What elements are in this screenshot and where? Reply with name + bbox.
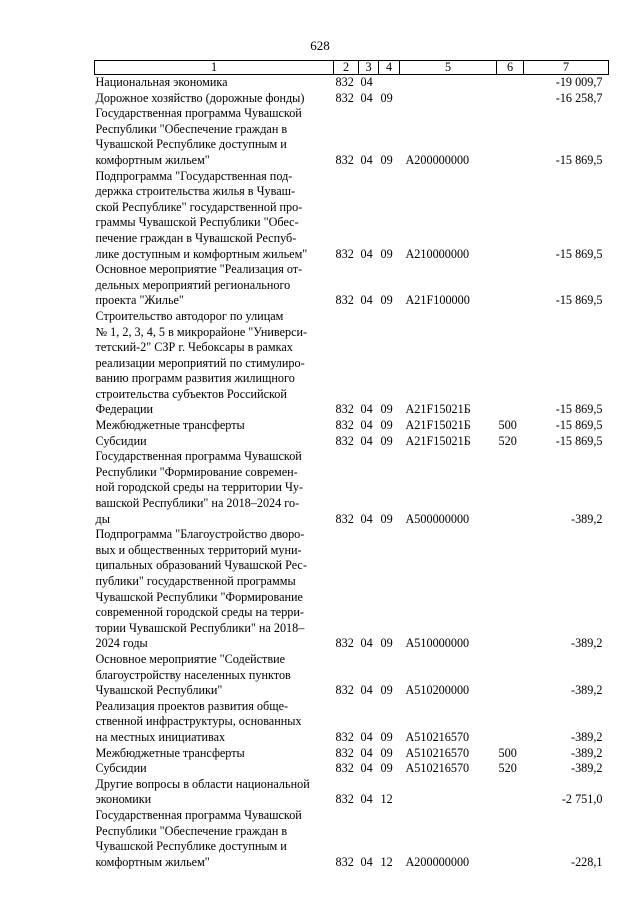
item-name-cell xyxy=(95,309,334,418)
item-name-cell xyxy=(95,527,334,652)
subsection-cell: 12 xyxy=(380,854,393,869)
item-name-text: Подпрограмма "Государственная под- держка строительства жилья в Чуваш- ской Республике" государственной про- граммы Чувашской Республики "Обес- печение граждан в Чувашской Респуб- лике доступным и комфортным жильем" xyxy=(95,168,308,261)
amount-cell: -228,1 xyxy=(571,854,603,869)
item-name-text: Межбюджетные трансферты xyxy=(95,418,245,433)
section-cell: 04 xyxy=(360,854,373,869)
item-name-text: Дорожное хозяйство (дорожные фонды) xyxy=(95,90,305,105)
amount-cell: -389,2 xyxy=(571,729,603,744)
target-article-cell: А510216570 xyxy=(405,761,470,776)
expense-type-cell xyxy=(497,449,524,527)
admin-code-cell: 832 xyxy=(335,761,354,776)
table-row xyxy=(95,527,609,652)
amount-cell: -389,2 xyxy=(571,761,603,776)
item-name-text: Основное мероприятие "Содействие благоустройству населенных пунктов Чувашской Республики" xyxy=(95,651,291,698)
admin-code-cell: 832 xyxy=(335,854,354,869)
amount-cell: -16 258,7 xyxy=(555,90,603,105)
table-row xyxy=(95,91,609,107)
expense-type-cell: 500 xyxy=(498,418,517,433)
admin-code-cell: 832 xyxy=(335,152,354,167)
item-name-cell xyxy=(95,777,334,808)
section-cell: 04 xyxy=(360,511,373,526)
section-cell: 04 xyxy=(360,75,373,89)
item-name-text: Национальная экономика xyxy=(95,75,228,89)
table-row xyxy=(95,652,609,699)
amount-cell: -19 009,7 xyxy=(555,75,603,89)
target-article-cell: А510200000 xyxy=(405,683,470,698)
section-cell: 04 xyxy=(360,761,373,776)
amount-cell: -389,2 xyxy=(571,511,603,526)
admin-code-cell: 832 xyxy=(335,729,354,744)
expense-type-cell: 520 xyxy=(498,761,517,776)
section-cell: 04 xyxy=(360,402,373,417)
admin-code-cell: 832 xyxy=(335,511,354,526)
subsection-cell xyxy=(379,75,400,91)
amount-cell: -15 869,5 xyxy=(555,402,603,417)
target-article-cell: А21F15021Б xyxy=(405,402,471,417)
amount-cell: -2 751,0 xyxy=(561,792,603,807)
expense-type-cell xyxy=(497,309,524,418)
expense-type-cell xyxy=(497,699,524,746)
item-name-cell xyxy=(95,434,334,450)
item-name-text: Субсидии xyxy=(95,761,147,776)
item-name-text: Другие вопросы в области национальной экономики xyxy=(95,776,310,807)
amount-cell: -389,2 xyxy=(571,636,603,651)
admin-code-cell: 832 xyxy=(335,792,354,807)
subsection-cell: 09 xyxy=(380,246,393,261)
target-article-cell: А21F100000 xyxy=(405,293,470,308)
admin-code-cell: 832 xyxy=(335,246,354,261)
header-col-5: 5 xyxy=(400,61,497,75)
target-article-cell: А510216570 xyxy=(405,745,470,760)
section-cell: 04 xyxy=(360,792,373,807)
table-row xyxy=(95,761,609,777)
item-name-cell xyxy=(95,761,334,777)
target-article-cell: А210000000 xyxy=(405,246,470,261)
header-col-2: 2 xyxy=(334,61,359,75)
target-article-cell: А510216570 xyxy=(405,729,470,744)
subsection-cell: 09 xyxy=(380,511,393,526)
header-col-4: 4 xyxy=(379,61,400,75)
section-cell: 04 xyxy=(360,729,373,744)
target-article-cell: А500000000 xyxy=(405,511,470,526)
item-name-text: Государственная программа Чувашской Республики "Обеспечение граждан в Чувашской Республике доступным и комфортным жильем" xyxy=(95,106,302,167)
budget-table xyxy=(94,60,609,870)
amount-cell: -15 869,5 xyxy=(555,418,603,433)
section-cell: 04 xyxy=(360,293,373,308)
admin-code-cell: 832 xyxy=(335,418,354,433)
amount-cell: -15 869,5 xyxy=(555,293,603,308)
table-row xyxy=(95,434,609,450)
target-article-cell: А21F15021Б xyxy=(405,418,471,433)
section-cell: 04 xyxy=(360,246,373,261)
admin-code-cell: 832 xyxy=(335,90,354,105)
item-name-cell xyxy=(95,91,334,107)
target-article-cell: А510000000 xyxy=(405,636,470,651)
expense-type-cell xyxy=(497,808,524,870)
section-cell: 04 xyxy=(360,90,373,105)
section-cell: 04 xyxy=(360,636,373,651)
subsection-cell: 09 xyxy=(380,402,393,417)
admin-code-cell: 832 xyxy=(335,433,354,448)
item-name-cell xyxy=(95,169,334,263)
target-article-cell: А21F15021Б xyxy=(405,433,471,448)
item-name-text: Государственная программа Чувашской Республики "Обеспечение граждан в Чувашской Республике доступным и комфортным жильем" xyxy=(95,807,302,869)
table-row xyxy=(95,309,609,418)
section-cell: 04 xyxy=(360,152,373,167)
table-row xyxy=(95,262,609,309)
table-row xyxy=(95,106,609,168)
admin-code-cell: 832 xyxy=(335,75,354,89)
target-article-cell xyxy=(400,75,497,91)
subsection-cell: 09 xyxy=(380,745,393,760)
header-col-1: 1 xyxy=(95,61,334,75)
item-name-cell xyxy=(95,418,334,434)
amount-cell: -389,2 xyxy=(571,683,603,698)
item-name-text: Основное мероприятие "Реализация от- дельных мероприятий регионального проекта "Жилье" xyxy=(95,262,303,308)
table-row xyxy=(95,699,609,746)
item-name-cell xyxy=(95,106,334,168)
amount-cell: -15 869,5 xyxy=(555,246,603,261)
admin-code-cell: 832 xyxy=(335,683,354,698)
target-article-cell: А200000000 xyxy=(405,152,470,167)
item-name-text: Строительство автодорог по улицам № 1, 2, 3, 4, 5 в микрорайоне "Универси- тетский-2" СЗР г. Чебоксары в рамках реализации мероприятий по стимулиро- ванию программ развития жилищного строительства субъектов Российской Федерации xyxy=(95,308,308,417)
subsection-cell: 09 xyxy=(380,761,393,776)
section-cell: 04 xyxy=(360,745,373,760)
expense-type-cell xyxy=(497,75,524,91)
table-row xyxy=(95,449,609,527)
table-row xyxy=(95,169,609,263)
amount-cell: -15 869,5 xyxy=(555,152,603,167)
table-row xyxy=(95,777,609,808)
item-name-cell xyxy=(95,699,334,746)
subsection-cell: 09 xyxy=(380,729,393,744)
item-name-text: Подпрограмма "Благоустройство дворо- вых и общественных территорий муни- ципальных образований Чувашской Рес- публики" государственной программы Чувашской Республики "Формирование современной городской среды на терри- тории Чувашской Республики" на 2018– 2024 годы xyxy=(95,527,307,651)
expense-type-cell xyxy=(497,106,524,168)
admin-code-cell: 832 xyxy=(335,745,354,760)
expense-type-cell xyxy=(497,777,524,808)
page-number: 628 xyxy=(310,38,330,53)
item-name-cell xyxy=(95,808,334,870)
subsection-cell: 09 xyxy=(380,293,393,308)
header-col-7: 7 xyxy=(524,61,609,75)
table-row xyxy=(95,808,609,870)
amount-cell: -389,2 xyxy=(571,745,603,760)
admin-code-cell: 832 xyxy=(335,293,354,308)
item-name-text: Государственная программа Чувашской Республики "Формирование современ- ной городской среды на территории Чу- вашской Республики" на 2018–2024 го- ды xyxy=(95,449,304,526)
table-header-row xyxy=(95,61,609,75)
header-col-6: 6 xyxy=(497,61,524,75)
expense-type-cell xyxy=(497,262,524,309)
item-name-cell xyxy=(95,262,334,309)
subsection-cell: 12 xyxy=(380,792,393,807)
item-name-cell xyxy=(95,652,334,699)
item-name-cell xyxy=(95,75,334,91)
header-col-3: 3 xyxy=(359,61,379,75)
amount-cell: -15 869,5 xyxy=(555,433,603,448)
expense-type-cell xyxy=(497,169,524,263)
target-article-cell xyxy=(400,777,497,808)
expense-type-cell: 500 xyxy=(498,745,517,760)
item-name-text: Субсидии xyxy=(95,433,147,448)
subsection-cell: 09 xyxy=(380,418,393,433)
table-row xyxy=(95,75,609,91)
expense-type-cell xyxy=(497,527,524,652)
item-name-text: Реализация проектов развития обще- ственной инфраструктуры, основанных на местных инициативах xyxy=(95,698,302,744)
item-name-cell xyxy=(95,449,334,527)
section-cell: 04 xyxy=(360,433,373,448)
target-article-cell: А200000000 xyxy=(405,854,470,869)
item-name-cell xyxy=(95,746,334,762)
subsection-cell: 09 xyxy=(380,90,393,105)
expense-type-cell xyxy=(497,91,524,107)
table-row xyxy=(95,418,609,434)
subsection-cell: 09 xyxy=(380,433,393,448)
section-cell: 04 xyxy=(360,683,373,698)
expense-type-cell: 520 xyxy=(498,433,517,448)
subsection-cell: 09 xyxy=(380,152,393,167)
section-cell: 04 xyxy=(360,418,373,433)
item-name-text: Межбюджетные трансферты xyxy=(95,745,245,760)
subsection-cell: 09 xyxy=(380,636,393,651)
admin-code-cell: 832 xyxy=(335,402,354,417)
table-row xyxy=(95,746,609,762)
expense-type-cell xyxy=(497,652,524,699)
target-article-cell xyxy=(400,91,497,107)
admin-code-cell: 832 xyxy=(335,636,354,651)
subsection-cell: 09 xyxy=(380,683,393,698)
